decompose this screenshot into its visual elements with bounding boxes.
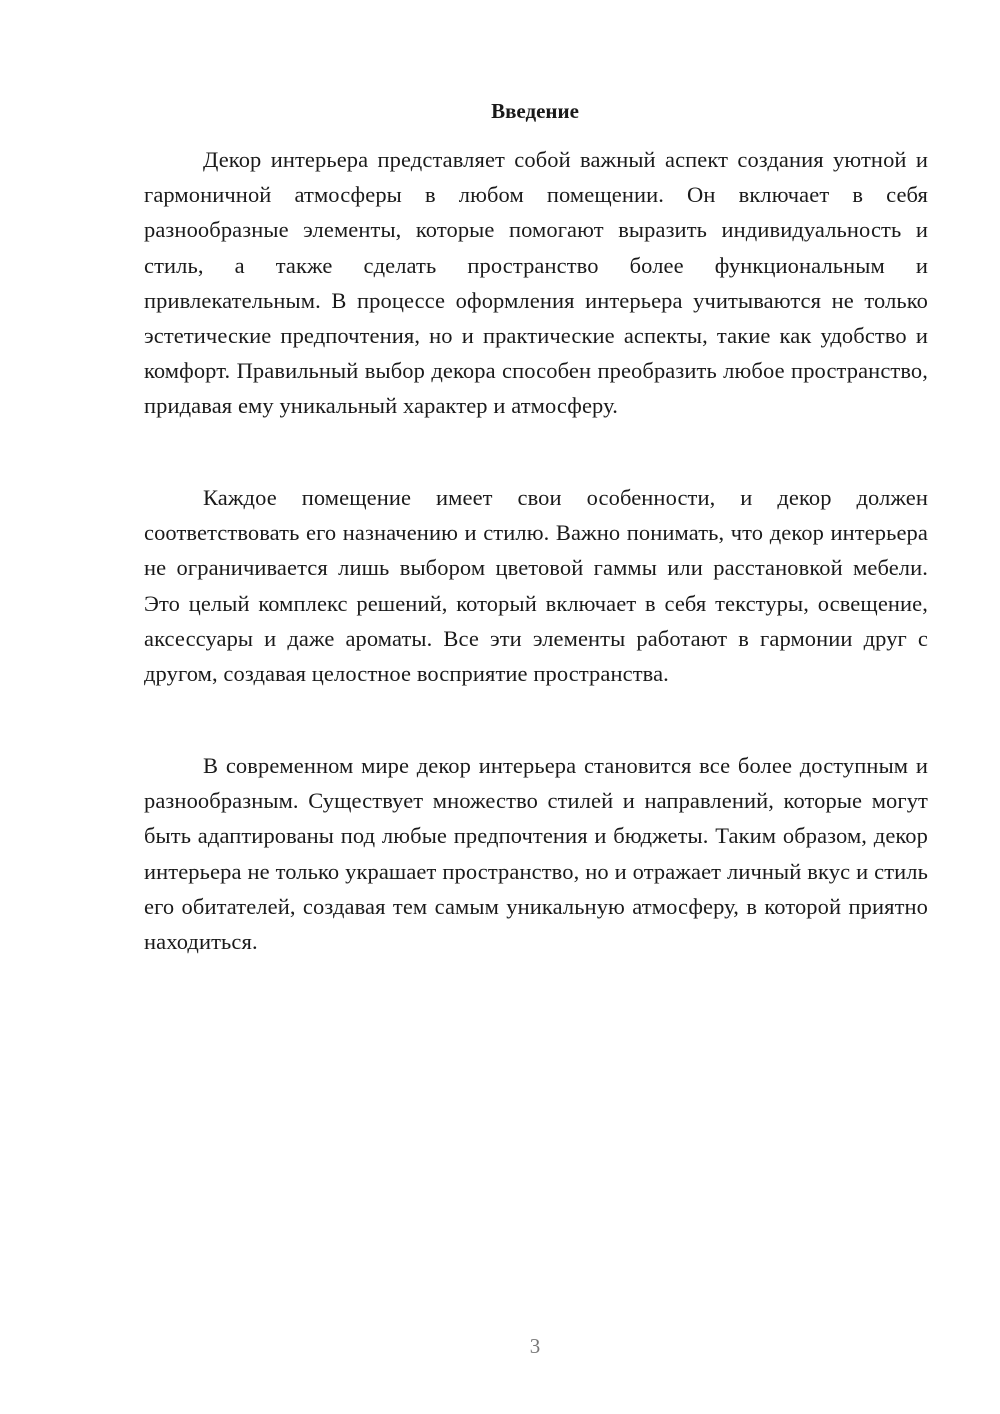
paragraph-text: Декор интерьера представляет собой важный аспект создания уютной и гармоничной атмосферы в любом помещении. Он включает в себя разнообразные элементы, которые помогают выразить индивидуальность и стиль, а также сделать пространство более функциональным и привлекательным. В процессе оформления интерьера учитываются не только эстетические предпочтения, но и практические аспекты, такие как удобство и комфорт. Правильный выбор декора способен преобразить любое пространство, придавая ему уникальный характер и атмосферу. xyxy=(144,147,928,419)
paragraph-text: Каждое помещение имеет свои особенности, и декор должен соответствовать его назначению и стилю. Важно понимать, что декор интерьера не ограничивается лишь выбором цветовой гаммы или расстановкой мебели. Это целый комплекс решений, который включает в себя текстуры, освещение, аксессуары и даже ароматы. Все эти элементы работают в гармонии друг с другом, создавая целостное восприятие пространства. xyxy=(144,485,928,687)
page-title: Введение xyxy=(491,99,579,123)
paragraph-1 xyxy=(144,142,928,424)
paragraph-2 xyxy=(144,480,928,691)
paragraph-text: В современном мире декор интерьера становится все более доступным и разнообразным. Существует множество стилей и направлений, которые могут быть адаптированы под любые предпочтения и бюджеты. Таким образом, декор интерьера не только украшает пространство, но и отражает личный вкус и стиль его обитателей, создавая тем самым уникальную атмосферу, в которой приятно находиться. xyxy=(144,753,928,955)
paragraph-3 xyxy=(144,748,928,959)
page-number: 3 xyxy=(529,1334,541,1358)
